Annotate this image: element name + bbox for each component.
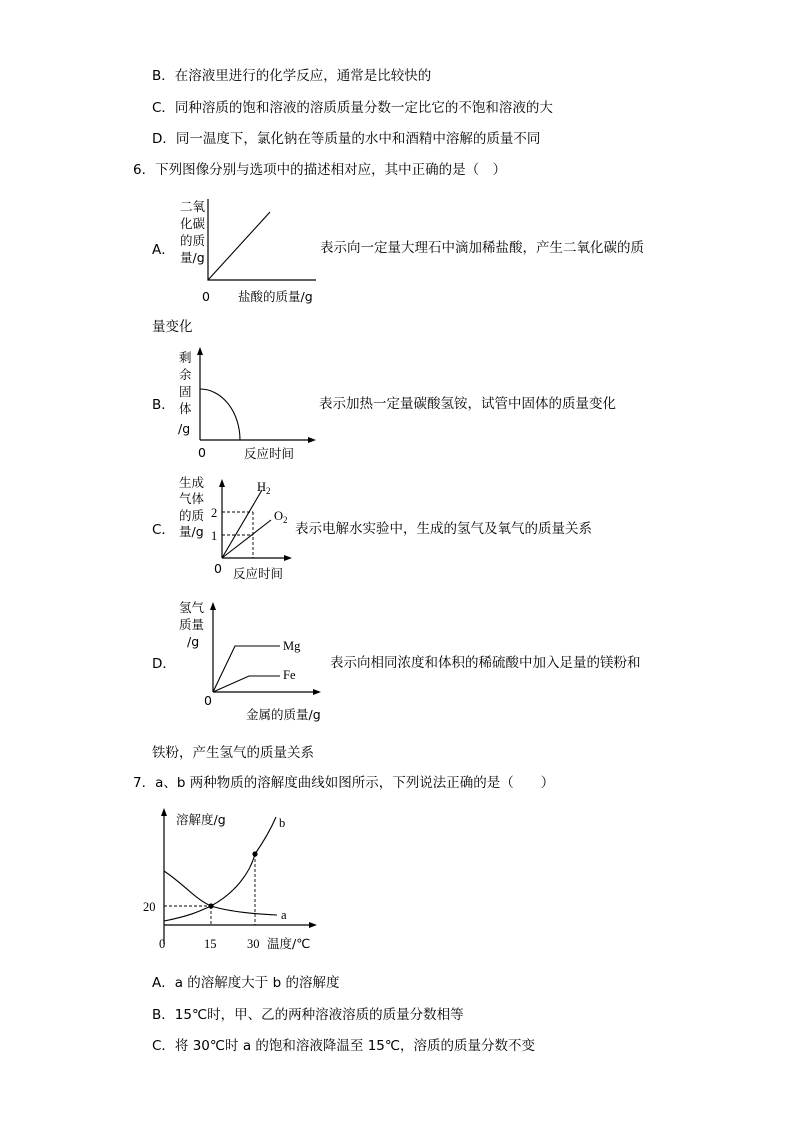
q7-y-arrow — [161, 808, 167, 816]
q6-b-origin: 0 — [198, 445, 206, 460]
q7-series-a-curve — [164, 871, 277, 915]
q6-c-x-arrow — [284, 555, 292, 561]
q6-b-x-arrow — [308, 437, 316, 443]
q7-ylabel: 溶解度/g — [176, 812, 226, 827]
q6-c-origin: 0 — [214, 561, 222, 576]
q6-option-a-label: A． — [152, 242, 175, 258]
q6-a-ylabel-2: 化碳 — [180, 216, 206, 231]
q7-series-b-label: b — [279, 816, 286, 830]
q6-c-ylabel-4: 量/g — [179, 524, 204, 539]
q6-b-curve — [200, 389, 240, 440]
q6-c-o2-label: $O_2$ — [274, 509, 288, 525]
q6-c-xlabel: 反应时间 — [233, 566, 284, 581]
q6-c-h2-line — [222, 490, 262, 558]
q6-option-c-label: C． — [152, 522, 175, 538]
q6-d-ylabel-1: 氢气 — [179, 600, 205, 615]
q7-option-c: C．将 30℃时 a 的饱和溶液降温至 15℃，溶质的质量分数不变 — [152, 1038, 536, 1054]
q6-a-graph — [170, 195, 330, 307]
q6-b-ylabel-2: 余 — [179, 367, 192, 382]
q6-option-d-label: D． — [152, 656, 176, 672]
q6-d-ylabel-2: 质量 — [179, 617, 205, 632]
q6-d-x-arrow — [313, 689, 321, 695]
q6-d-xlabel: 金属的质量/g — [246, 707, 321, 722]
q6-a-ylabel-3: 的质 — [180, 233, 206, 248]
q6-b-ylabel-4: 体 — [179, 401, 192, 416]
q7-series-a-label: a — [281, 908, 287, 922]
q6-option-d-desc-cont: 铁粉，产生氢气的质量关系 — [152, 745, 314, 761]
q7-origin: 0 — [159, 937, 166, 951]
q6-c-h2-label: $H_2$ — [257, 480, 271, 496]
q7-xtick-15: 15 — [204, 937, 217, 951]
q6-a-ylabel-1: 二氧 — [180, 199, 206, 214]
q6-option-b-label: B． — [152, 397, 175, 413]
q7-solubility-chart — [140, 803, 330, 953]
q6-c-tick-2: 2 — [211, 506, 218, 520]
q6-d-mg-label: Mg — [283, 639, 301, 653]
q6-d-mg-line — [213, 646, 280, 692]
q6-b-graph — [170, 347, 320, 462]
q5-option-c: C．同种溶质的饱和溶液的溶质质量分数一定比它的不饱和溶液的大 — [152, 100, 553, 116]
q6-a-axes — [208, 199, 316, 280]
q6-d-ylabel-3: /g — [187, 634, 200, 649]
q6-b-ylabel-5: /g — [178, 421, 191, 436]
q6-option-b-desc: 表示加热一定量碳酸氢铵，试管中固体的质量变化 — [319, 396, 616, 412]
q6-b-y-arrow — [197, 347, 203, 355]
q6-c-o2-line — [222, 520, 271, 558]
q6-d-graph — [170, 597, 340, 727]
q6-option-c-desc: 表示电解水实验中，生成的氢气及氧气的质量关系 — [295, 521, 592, 537]
q7-xlabel: 温度/℃ — [267, 936, 311, 951]
q7-xtick-30: 30 — [247, 937, 260, 951]
q6-c-ylabel-3: 的质 — [179, 508, 205, 523]
q6-b-ylabel-1: 剩 — [179, 350, 192, 365]
q7-x-arrow — [309, 922, 317, 928]
q6-a-line — [208, 212, 270, 280]
q7-stem: 7．a、b 两种物质的溶解度曲线如图所示，下列说法正确的是（ ） — [133, 775, 555, 791]
q6-option-a-desc-cont: 量变化 — [152, 319, 193, 335]
q7-intersection-point — [208, 903, 213, 908]
q6-option-d-desc: 表示向相同浓度和体积的稀硫酸中加入足量的镁粉和 — [330, 655, 641, 671]
q7-option-b: B．15℃时，甲、乙的两种溶液溶质的质量分数相等 — [152, 1007, 464, 1023]
q6-a-ylabel-4: 量/g — [180, 250, 205, 265]
q6-c-y-arrow — [219, 479, 225, 487]
q6-a-xlabel: 盐酸的质量/g — [238, 289, 313, 304]
q6-d-fe-label: Fe — [283, 668, 296, 682]
q6-c-graph — [170, 470, 300, 582]
q5-option-b: B．在溶液里进行的化学反应，通常是比较快的 — [152, 68, 432, 84]
q7-ytick-20: 20 — [143, 900, 156, 914]
q7-option-a: A．a 的溶解度大于 b 的溶解度 — [152, 975, 340, 991]
q6-option-a-desc: 表示向一定量大理石中滴加稀盐酸，产生二氧化碳的质 — [320, 240, 644, 256]
q6-d-y-arrow — [210, 602, 216, 610]
q6-a-origin: 0 — [202, 289, 210, 304]
q6-b-ylabel-3: 固 — [179, 384, 192, 399]
q6-c-tick-1: 1 — [211, 529, 218, 543]
q5-option-d: D．同一温度下，氯化钠在等质量的水中和酒精中溶解的质量不同 — [152, 131, 541, 147]
q6-b-xlabel: 反应时间 — [244, 446, 295, 461]
q6-d-origin: 0 — [204, 693, 212, 708]
q6-c-ylabel-2: 气体 — [179, 491, 205, 506]
q6-c-ylabel-1: 生成 — [179, 475, 205, 490]
q7-b-point-30 — [252, 851, 257, 856]
q6-d-fe-line — [213, 676, 280, 692]
q6-stem: 6．下列图像分别与选项中的描述相对应，其中正确的是（ ） — [133, 162, 507, 178]
q7-series-b-curve — [164, 817, 276, 921]
